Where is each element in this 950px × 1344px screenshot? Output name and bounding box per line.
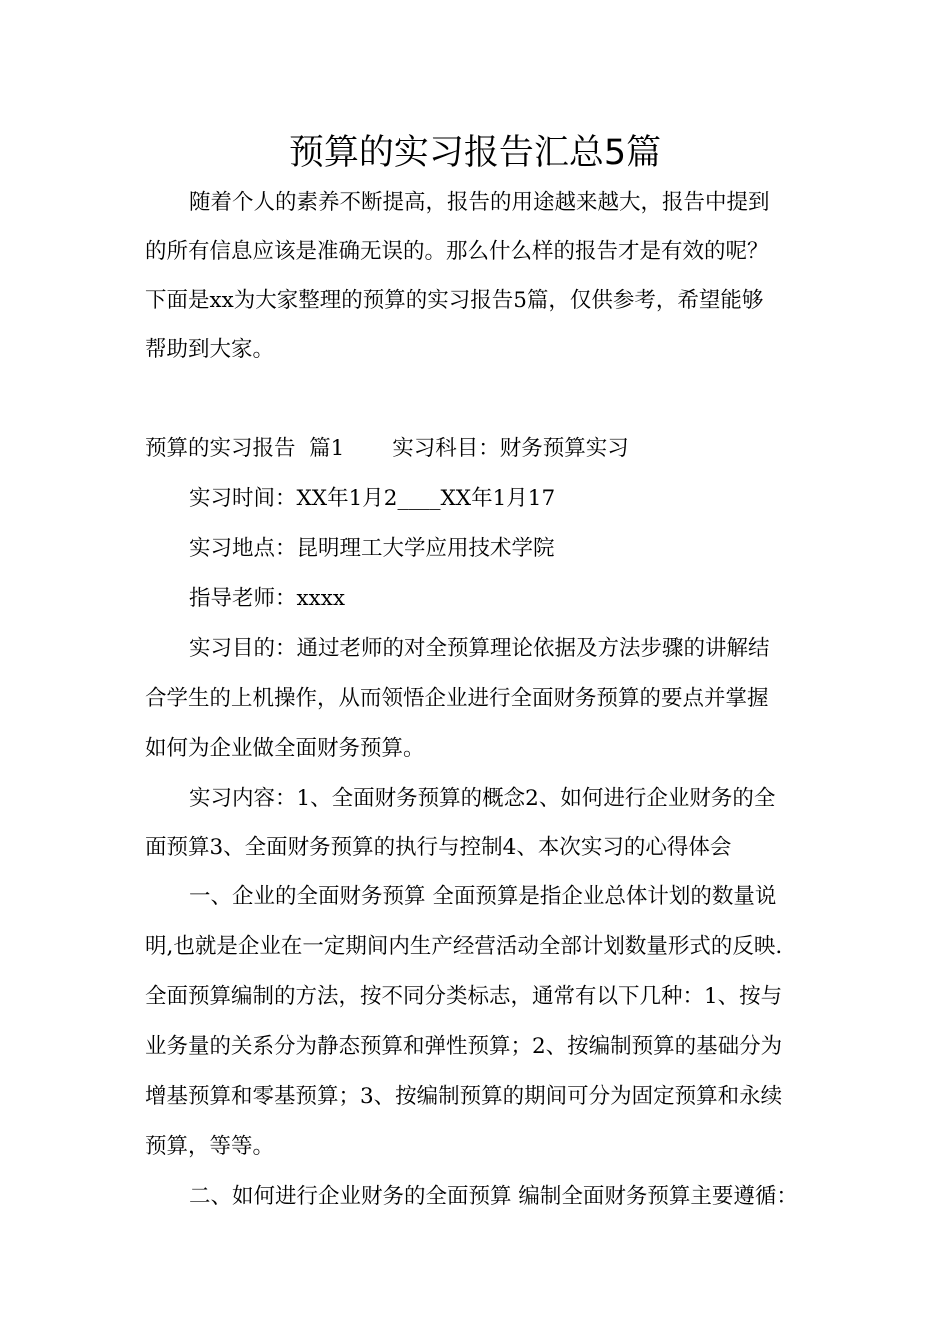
- content-line: 面预算3、全面财务预算的执行与控制4、本次实习的心得体会: [145, 835, 732, 860]
- part-two-line: 二、如何进行企业财务的全面预算 编制全面财务预算主要遵循：: [189, 1184, 798, 1209]
- part-one-line: 全面预算编制的方法，按不同分类标志，通常有以下几种：1、按与: [145, 984, 783, 1009]
- purpose-line: 如何为企业做全面财务预算。: [145, 736, 425, 761]
- content-line: 实习内容：1、全面财务预算的概念2、如何进行企业财务的全: [189, 786, 776, 811]
- part-one-line: 预算，等等。: [145, 1134, 275, 1159]
- purpose-line: 实习目的：通过老师的对全预算理论依据及方法步骤的讲解结: [189, 636, 770, 661]
- part-one-line: 增基预算和零基预算；3、按编制预算的期间可分为固定预算和永续: [145, 1084, 783, 1109]
- intro-line: 的所有信息应该是准确无误的。那么什么样的报告才是有效的呢？: [145, 239, 769, 264]
- intro-line: 下面是xx为大家整理的预算的实习报告5篇，仅供参考，希望能够: [145, 288, 764, 313]
- internship-teacher: 指导老师：xxxx: [189, 586, 346, 611]
- part-one-line: 明,也就是企业在一定期间内生产经营活动全部计划数量形式的反映.: [145, 934, 783, 959]
- internship-place: 实习地点：昆明理工大学应用技术学院: [189, 536, 555, 561]
- internship-time: 实习时间：XX年1月2____XX年1月17: [189, 486, 556, 511]
- intro-line: 随着个人的素养不断提高，报告的用途越来越大，报告中提到: [189, 190, 770, 215]
- intro-line: 帮助到大家。: [145, 337, 275, 362]
- part-one-line: 业务量的关系分为静态预算和弹性预算；2、按编制预算的基础分为: [145, 1034, 783, 1059]
- section-heading: 预算的实习报告 篇1 实习科目：财务预算实习: [145, 436, 629, 461]
- purpose-line: 合学生的上机操作，从而领悟企业进行全面财务预算的要点并掌握: [145, 686, 769, 711]
- document-title: 预算的实习报告汇总5篇: [288, 133, 662, 173]
- part-one-line: 一、企业的全面财务预算 全面预算是指企业总体计划的数量说: [189, 884, 777, 909]
